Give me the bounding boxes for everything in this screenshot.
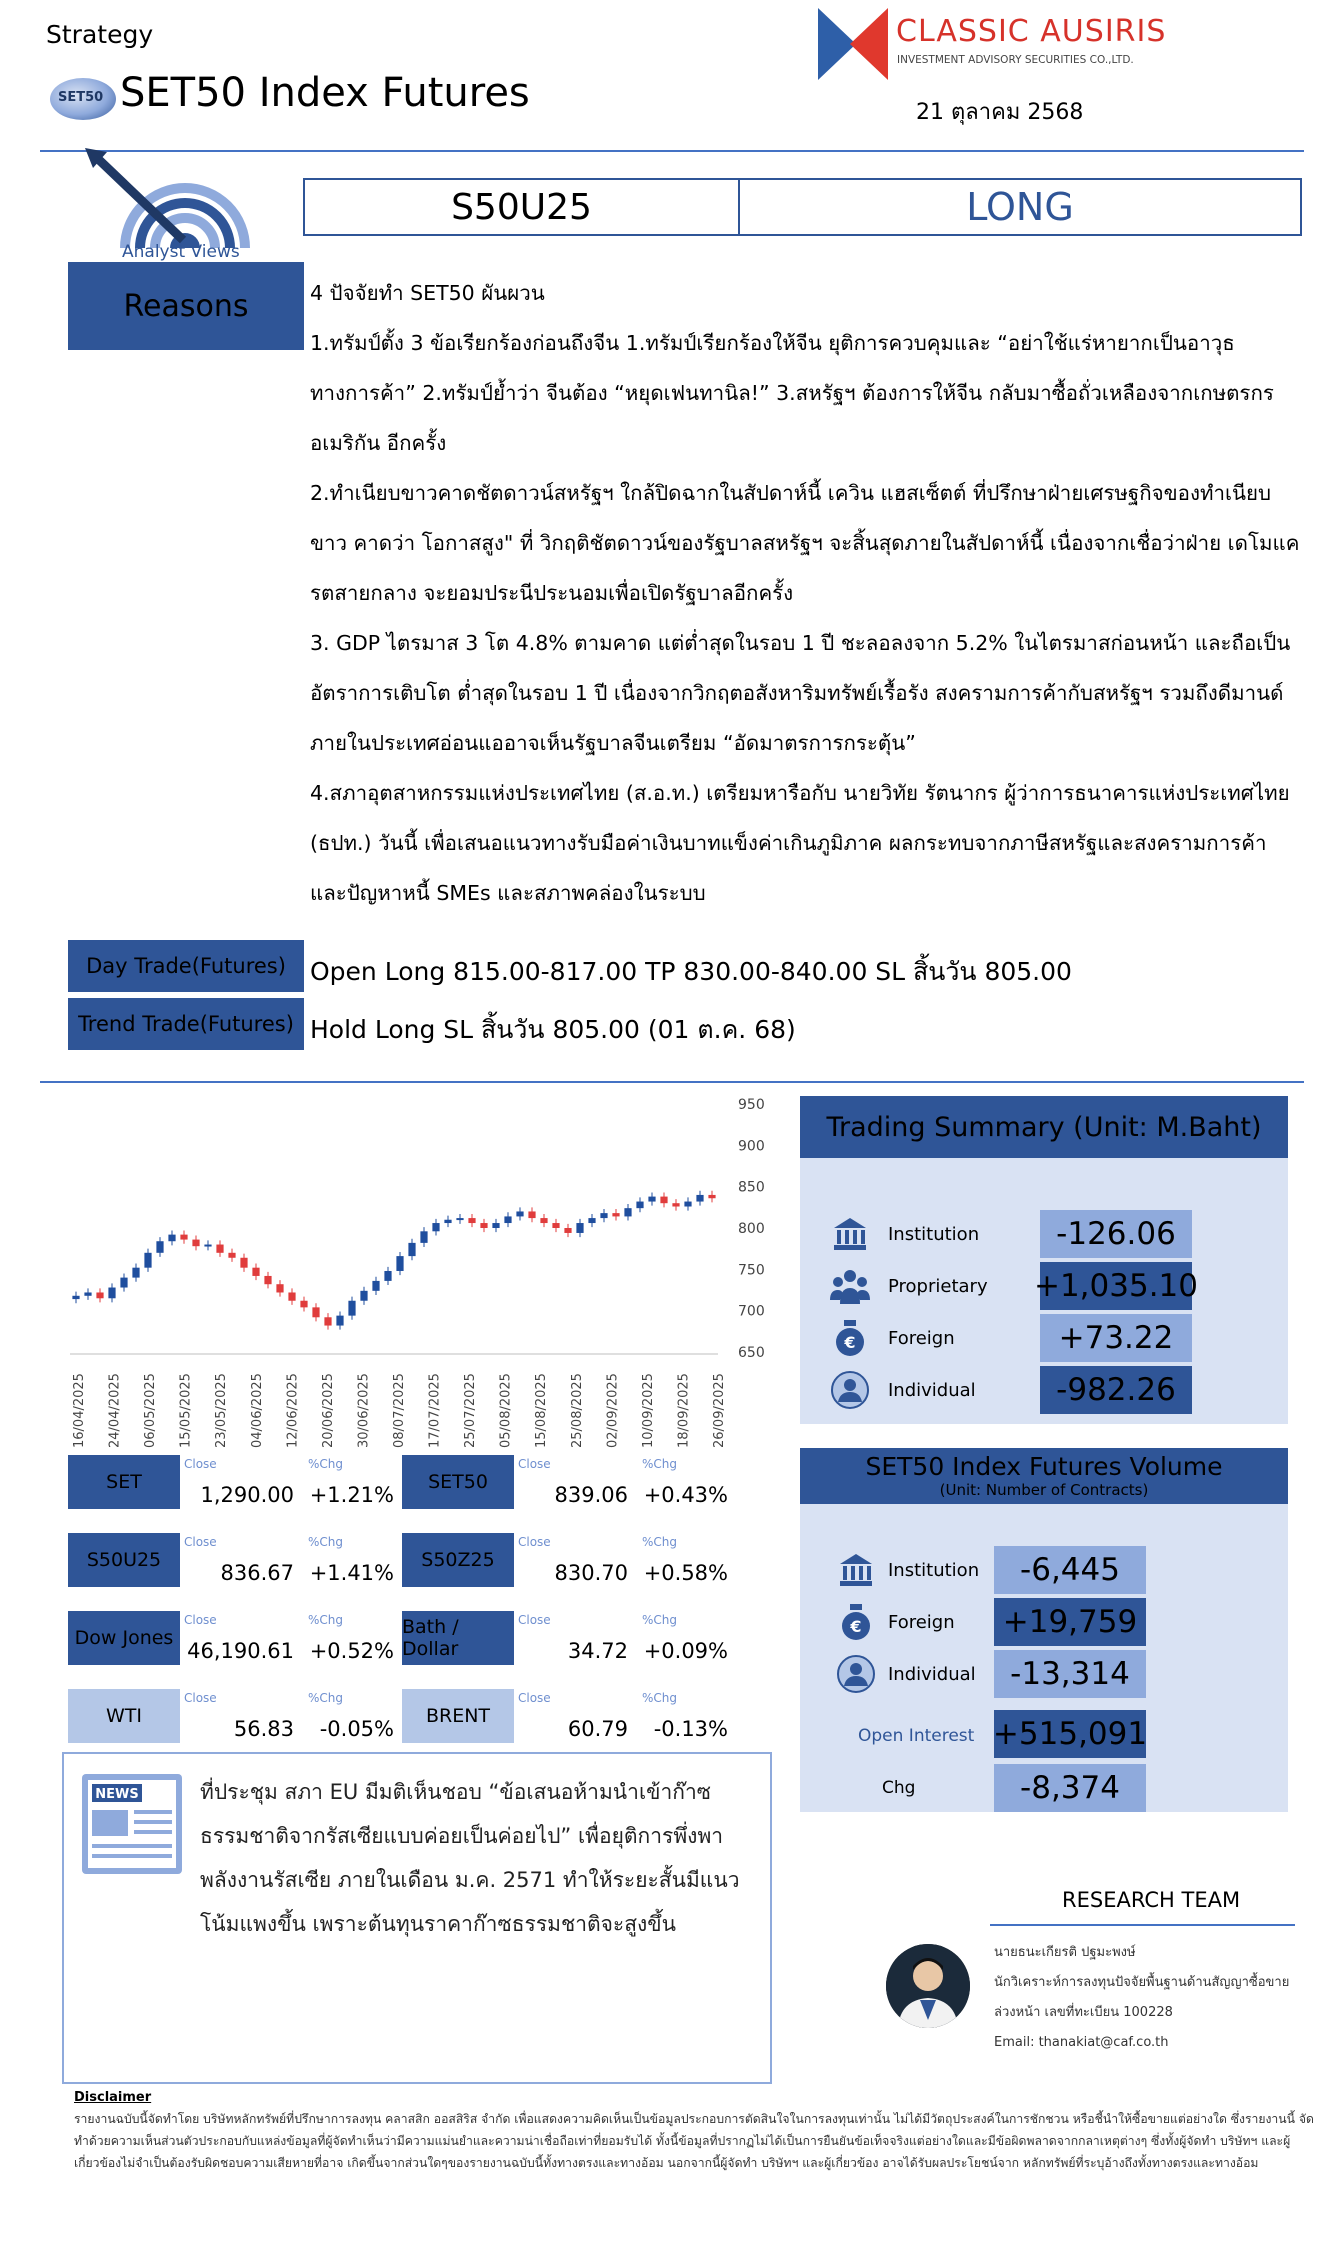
candle-body — [468, 1218, 475, 1223]
market-close-caption: Close — [518, 1535, 551, 1549]
reason-item-1: 1.ทรัมป์ตั้ง 3 ข้อเรียกร้องก่อนถึงจีน 1.ทรัมป์เรียกร้องให้จีน ยุติการควบคุมและ “อย่าใช้แร่หายากเป็นอาวุธทางการค้า” 2.ทรัมป์ย้ำว่า จีนต้อง “หยุดเฟนทานิล!” 3.สหรัฐฯ ต้องการให้จีน กลับมาซื้อถั่วเหลืองจากเกษตรกรอเมริกัน อีกครั้ง — [310, 331, 1274, 455]
candle-body — [276, 1284, 283, 1292]
foreign-money-icon — [830, 1318, 870, 1358]
summary-row-label: Foreign — [888, 1612, 955, 1633]
analyst-views-target-icon — [85, 148, 265, 248]
candle-body — [396, 1256, 403, 1271]
open-interest-chg-label: Chg — [882, 1778, 916, 1798]
market-close-value: 836.67 — [220, 1561, 294, 1585]
chart-x-tick: 08/07/2025 — [392, 1373, 407, 1448]
chart-y-tick: 800 — [738, 1221, 765, 1237]
chart-x-tick: 26/09/2025 — [712, 1373, 727, 1448]
futures-volume-subtitle: (Unit: Number of Contracts) — [939, 1481, 1149, 1499]
summary-row-label: Individual — [888, 1380, 976, 1401]
summary-row-value: -126.06 — [1040, 1210, 1192, 1258]
candle-body — [156, 1241, 163, 1253]
candle-body — [372, 1281, 379, 1291]
analyst-avatar — [886, 1944, 970, 2028]
chart-y-tick: 700 — [738, 1303, 765, 1320]
set50-futures-logo: SET50 — [50, 78, 116, 120]
day-trade-text: Open Long 815.00-817.00 TP 830.00-840.00 SL สิ้นวัน 805.00 — [310, 957, 1072, 986]
svg-text:€: € — [850, 1617, 862, 1636]
market-chg-caption: %Chg — [642, 1535, 678, 1549]
market-chg-caption: %Chg — [308, 1535, 344, 1549]
chart-x-tick: 05/08/2025 — [498, 1373, 514, 1448]
chart-x-tick: 18/09/2025 — [676, 1373, 692, 1448]
market-close-caption: Close — [184, 1613, 217, 1627]
disclaimer-text: รายงานฉบับนี้จัดทำโดย บริษัทหลักทรัพย์ที่ปรึกษาการลงทุน คลาสสิก ออสสิริส จำกัด เพื่อแสดงความคิดเห็นเป็นข้อมูลประกอบการตัดสินใจในการลงทุนเท่านั้น ไม่ได้มีวัตถุประสงค์ในการชักชวน หรือชี้นำให้ซื้อขายแต่อย่างใด ซึ่งรายงานนี้ จัดทำด้วยความเห็นส่วนตัวประกอบกับแหล่งข้อมูลที่ผู้จัดทำเห็นว่ามีความแม่นยำและความน่าเชื่อถือเท่าที่ยอมรับได้ ทั้งนี้ข้อมูลที่ปรากฏไม่ได้เป็นการยืนยันข้อเท็จจริงแต่อย่างใดและมีข้อผิดพลาดจากกลาเหตุต่างๆ ซึ่งทั้งผู้จัดทำ บริษัทฯ และผู้เกี่ยวข้องไม่จำเป็นต้องรับผิดชอบความเสียหายที่อาจ เกิดขึ้นจากส่วนใดๆของรายงานฉบับนี้ทั้งทางตรงและทางอ้อม นอกจากนี้ผู้จัดทำ บริษัทฯ และผู้เกี่ยวข้อง อาจได้รับผลประโยชน์จาก หลักทรัพย์ที่ระบุอ้างถึงทั้งทางตรงและทางอ้อม — [74, 2112, 1314, 2170]
market-close-caption: Close — [184, 1535, 217, 1549]
futures-volume-header — [800, 1448, 1288, 1504]
candle-body — [684, 1202, 691, 1207]
market-close-caption: Close — [184, 1691, 217, 1705]
trading-summary-title: Trading Summary (Unit: M.Baht) — [800, 1096, 1288, 1158]
chart-y-tick: 850 — [738, 1179, 765, 1196]
market-close-caption: Close — [518, 1691, 551, 1705]
analyst-license: ล่วงหน้า เลขที่ทะเบียน 100228 — [994, 2005, 1173, 2020]
candle-body — [324, 1317, 331, 1325]
candle-body — [132, 1268, 139, 1278]
candle-body — [552, 1223, 559, 1228]
summary-row-value: +19,759 — [994, 1598, 1146, 1646]
market-chg-caption: %Chg — [308, 1691, 344, 1705]
candle-body — [228, 1253, 235, 1258]
chart-x-tick: 06/05/2025 — [143, 1373, 159, 1448]
market-close-value: 46,190.61 — [187, 1639, 294, 1663]
market-chg-value: +0.43% — [643, 1483, 728, 1507]
candle-body — [108, 1288, 115, 1299]
chart-x-tick: 24/04/2025 — [107, 1373, 123, 1448]
summary-row-label: Individual — [888, 1664, 976, 1685]
trend-trade-label: Trend Trade(Futures) — [68, 998, 304, 1050]
market-tile-7: BRENT — [402, 1689, 514, 1743]
summary-row-label: Foreign — [888, 1328, 955, 1349]
report-category: Strategy — [46, 20, 154, 49]
analyst-email: Email: thanakiat@caf.co.th — [994, 2035, 1169, 2050]
candle-body — [576, 1223, 583, 1233]
chart-x-tick: 02/09/2025 — [605, 1373, 621, 1448]
candle-body — [516, 1211, 523, 1216]
svg-text:€: € — [844, 1333, 856, 1352]
market-chg-value: -0.05% — [319, 1717, 394, 1741]
market-tile-1: SET50 — [402, 1455, 514, 1509]
candle-body — [600, 1213, 607, 1218]
symbol-box: S50U25 — [303, 178, 740, 236]
candle-body — [192, 1240, 199, 1247]
candle-body — [180, 1235, 187, 1240]
chart-x-tick: 04/06/2025 — [249, 1373, 265, 1448]
institution-icon — [836, 1550, 876, 1590]
summary-row-label: Institution — [888, 1224, 980, 1245]
candle-body — [168, 1235, 175, 1242]
market-close-value: 60.79 — [567, 1717, 628, 1741]
chart-y-tick: 750 — [738, 1262, 765, 1279]
analyst-views-caption: Analyst Views — [122, 242, 240, 262]
market-chg-value: -0.13% — [653, 1717, 728, 1741]
candle-body — [564, 1228, 571, 1233]
candle-body — [120, 1278, 127, 1288]
market-tile-4: Dow Jones — [68, 1611, 180, 1665]
candle-body — [504, 1216, 511, 1223]
research-team-title: RESEARCH TEAM — [1062, 1888, 1241, 1912]
proprietary-icon — [830, 1266, 870, 1306]
market-close-caption: Close — [518, 1613, 551, 1627]
market-chg-value: +0.58% — [643, 1561, 728, 1585]
summary-row-value: +73.22 — [1040, 1314, 1192, 1362]
chart-x-tick: 15/08/2025 — [534, 1373, 550, 1448]
candle-body — [492, 1223, 499, 1228]
candle-body — [612, 1213, 619, 1216]
candle-body — [384, 1271, 391, 1281]
market-chg-value: +0.09% — [643, 1639, 728, 1663]
candle-body — [252, 1268, 259, 1276]
market-chg-caption: %Chg — [642, 1691, 678, 1705]
reasons-heading: 4 ปัจจัยทำ SET50 ผันผวน — [310, 281, 545, 305]
market-tile-2: S50U25 — [68, 1533, 180, 1587]
candle-body — [288, 1292, 295, 1300]
candle-body — [264, 1276, 271, 1284]
candle-body — [528, 1211, 535, 1218]
reasons-text — [310, 268, 1300, 918]
candle-body — [300, 1301, 307, 1308]
candle-body — [204, 1245, 211, 1247]
institution-icon — [830, 1214, 870, 1254]
trend-trade-text: Hold Long SL สิ้นวัน 805.00 (01 ต.ค. 68) — [310, 1015, 796, 1044]
market-close-value: 56.83 — [233, 1717, 294, 1741]
analyst-name: นายธนะเกียรติ ปฐมะพงษ์ — [994, 1945, 1136, 1960]
reason-item-2: 2.ทำเนียบขาวคาดชัตดาวน์สหรัฐฯ ใกล้ปิดฉากในสัปดาห์นี้ เควิน แฮสเซ็ตต์ ที่ปรึกษาฝ่ายเศรษฐกิจของทำเนียบขาว คาดว่า โอกาสสูง" ที่ วิกฤติชัตดาวน์ของรัฐบาลสหรัฐฯ จะสิ้นสุดภายในสัปดาห์นี้ เนื่องจากเชื่อว่าฝ่าย เดโมแครตสายกลาง จะยอมประนีประนอมเพื่อเปิดรัฐบาลอีกครั้ง — [310, 481, 1300, 605]
candle-body — [696, 1195, 703, 1202]
open-interest-label: Open Interest — [858, 1726, 975, 1746]
market-tile-6: WTI — [68, 1689, 180, 1743]
chart-y-tick: 950 — [738, 1097, 765, 1113]
summary-row-value: -6,445 — [994, 1546, 1146, 1594]
candle-body — [456, 1218, 463, 1220]
analyst-role: นักวิเคราะห์การลงทุนปัจจัยพื้นฐานด้านสัญญาซื้อขาย — [994, 1975, 1290, 1990]
page-title: SET50 Index Futures — [120, 70, 530, 116]
candle-body — [72, 1296, 79, 1299]
market-chg-caption: %Chg — [308, 1457, 344, 1471]
chart-x-tick: 25/08/2025 — [569, 1373, 585, 1448]
chart-x-tick: 16/04/2025 — [72, 1373, 87, 1448]
chart-x-tick: 15/05/2025 — [178, 1373, 194, 1448]
brand-subtitle: INVESTMENT ADVISORY SECURITIES CO.,LTD. — [897, 54, 1134, 66]
market-chg-value: +1.21% — [309, 1483, 394, 1507]
candle-body — [360, 1291, 367, 1301]
market-chg-caption: %Chg — [308, 1613, 344, 1627]
candle-body — [432, 1223, 439, 1231]
candle-body — [312, 1307, 319, 1317]
chart-x-tick: 30/06/2025 — [356, 1373, 372, 1448]
reason-item-4: 4.สภาอุตสาหกรรมแห่งประเทศไทย (ส.อ.ท.) เตรียมหารือกับ นายวิทัย รัตนากร ผู้ว่าการธนาคารแห่งประเทศไทย (ธปท.) วันนี้ เพื่อเสนอแนวทางรับมือค่าเงินบาทแข็งค่าเกินภูมิภาค ผลกระทบจากภาษีสหรัฐและสงครามการค้า และปัญหาหนี้ SMEs และสภาพคล่องในระบบ — [310, 781, 1290, 905]
chart-y-tick: 900 — [738, 1138, 765, 1155]
classic-ausiris-logo-mark — [818, 8, 888, 80]
candle-body — [216, 1245, 223, 1253]
candle-body — [420, 1231, 427, 1243]
candle-body — [480, 1223, 487, 1228]
newspaper-icon — [76, 1770, 188, 1880]
candle-body — [672, 1203, 679, 1206]
futures-volume-title: SET50 Index Futures Volume — [865, 1452, 1223, 1481]
summary-row-label: Institution — [888, 1560, 980, 1581]
market-tile-5: Bath / Dollar — [402, 1611, 514, 1665]
news-icon-label: NEWS — [95, 1787, 139, 1802]
chart-x-tick: 17/07/2025 — [427, 1373, 443, 1448]
market-chg-caption: %Chg — [642, 1613, 678, 1627]
market-chg-caption: %Chg — [642, 1457, 678, 1471]
market-close-value: 1,290.00 — [200, 1483, 294, 1507]
chart-x-tick: 23/05/2025 — [214, 1373, 230, 1448]
foreign-money-icon — [836, 1602, 876, 1642]
open-interest-value: +515,091 — [994, 1710, 1146, 1758]
candle-body — [240, 1258, 247, 1268]
candle-body — [408, 1243, 415, 1256]
market-close-value: 830.70 — [554, 1561, 628, 1585]
market-chg-value: +0.52% — [309, 1639, 394, 1663]
individual-icon — [836, 1654, 876, 1694]
reason-item-3: 3. GDP ไตรมาส 3 โต 4.8% ตามคาด แต่ต่ำสุดในรอบ 1 ปี ชะลอลงจาก 5.2% ในไตรมาสก่อนหน้า และถือเป็นอัตราการเติบโต ต่ำสุดในรอบ 1 ปี เนื่องจากวิกฤตอสังหาริมทรัพย์เรื้อรัง สงครามการค้ากับสหรัฐฯ รวมถึงดีมานด์ภายในประเทศอ่อนแออาจเห็นรัฐบาลจีนเตรียม “อัดมาตรการกระตุ้น” — [310, 631, 1291, 755]
candle-body — [144, 1253, 151, 1268]
disclaimer-title: Disclaimer — [74, 2090, 152, 2105]
summary-row-value: -13,314 — [994, 1650, 1146, 1698]
candle-body — [636, 1202, 643, 1209]
market-close-caption: Close — [184, 1457, 217, 1471]
candle-body — [96, 1292, 103, 1298]
open-interest-chg-value: -8,374 — [994, 1764, 1146, 1812]
candle-body — [708, 1195, 715, 1198]
candle-body — [336, 1316, 343, 1326]
market-tile-0: SET — [68, 1455, 180, 1509]
summary-row-value: +1,035.10 — [1040, 1262, 1192, 1310]
candle-body — [660, 1197, 667, 1204]
candle-body — [648, 1197, 655, 1202]
report-date: 21 ตุลาคม 2568 — [916, 100, 1084, 125]
chart-x-tick: 25/07/2025 — [463, 1373, 479, 1448]
market-close-value: 34.72 — [567, 1639, 628, 1663]
day-trade-label: Day Trade(Futures) — [68, 940, 304, 992]
candle-body — [588, 1218, 595, 1223]
market-chg-value: +1.41% — [309, 1561, 394, 1585]
brand-name: CLASSIC AUSIRIS — [896, 14, 1167, 49]
position-box: LONG — [738, 178, 1302, 236]
set50-candlestick-chart — [64, 1082, 784, 1462]
summary-row-value: -982.26 — [1040, 1366, 1192, 1414]
candle-body — [348, 1301, 355, 1316]
candle-body — [540, 1218, 547, 1223]
individual-icon — [830, 1370, 870, 1410]
market-close-value: 839.06 — [554, 1483, 628, 1507]
summary-row-label: Proprietary — [888, 1276, 988, 1297]
candle-body — [84, 1292, 91, 1295]
chart-x-tick: 20/06/2025 — [320, 1373, 336, 1448]
research-team-details — [994, 1938, 1314, 2058]
candle-body — [444, 1220, 451, 1223]
chart-x-tick: 10/09/2025 — [640, 1373, 656, 1448]
candle-body — [624, 1208, 631, 1216]
chart-x-tick: 12/06/2025 — [285, 1373, 301, 1448]
reasons-label: Reasons — [68, 262, 304, 350]
market-tile-3: S50Z25 — [402, 1533, 514, 1587]
research-team-divider — [990, 1924, 1295, 1926]
chart-y-tick: 650 — [738, 1345, 765, 1361]
market-close-caption: Close — [518, 1457, 551, 1471]
news-text: ที่ประชุม สภา EU มีมติเห็นชอบ “ข้อเสนอห้ามนำเข้าก๊าซธรรมชาติจากรัสเซียแบบค่อยเป็นค่อยไป” เพื่อยุติการพึ่งพาพลังงานรัสเซีย ภายในเดือน ม.ค. 2571 ทำให้ระยะสั้นมีแนวโน้มแพงขึ้น เพราะต้นทุนราคาก๊าซธรรมชาติจะสูงขึ้น — [200, 1780, 740, 1936]
